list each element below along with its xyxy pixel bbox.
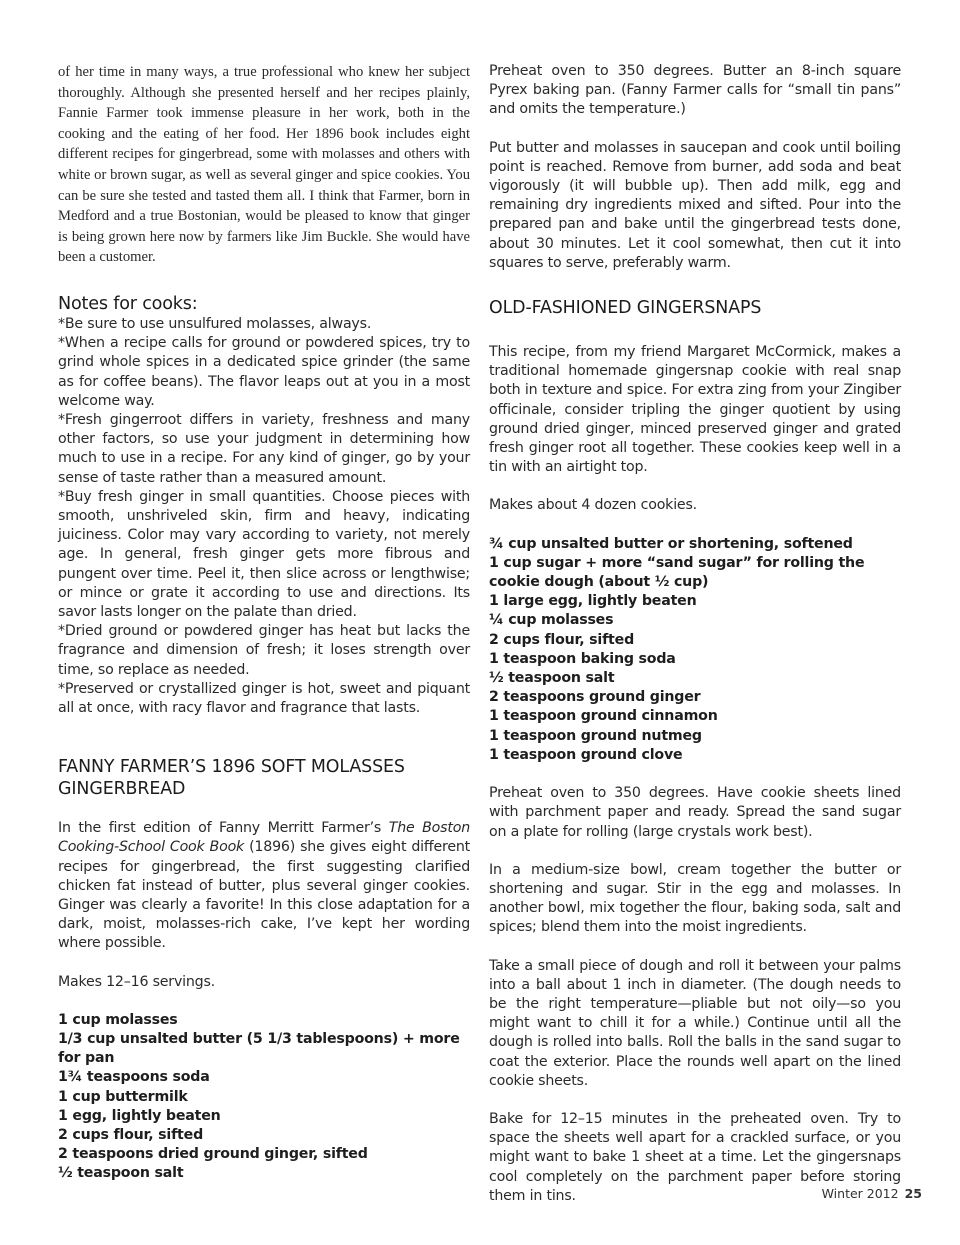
ingredient-item: 2 teaspoons dried ground ginger, sifted [58,1146,368,1163]
recipe1-step: Put butter and molasses in saucepan and cook until boiling point is reached. Remove from burner, add soda and beat vigorously (it will bubble up). Then add milk, egg and remaining dry ingredients mixed and sifted. Pour into the prepared pan and bake until the gingerbread tests done, about 30 minutes. Let it cool somewhat, then cut it into squares to serve, preferably warm. [489,139,901,271]
ingredient-item: 1 teaspoon ground clove [489,746,683,763]
ingredient-item: 1 cup molasses [58,1011,178,1028]
recipe1-title: FANNY FARMER’S 1896 SOFT MOLASSES GINGERBREAD [58,757,405,800]
recipe1-intro-end: (1896) she gives eight different recipes for gingerbread, the first suggesting clarified chicken fat instead of butter, plus several ginger cookies. Ginger was clearly a favorite! In this close adaptation for a dark, moist, molasses-rich cake, I’ve kept her wording where possible. [58,839,471,952]
recipe2-step: Bake for 12–15 minutes in the preheated oven. Try to space the sheets well apart for a crackled surface, or you might want to bake 1 sheet at a time. Let the gingersnaps cool completely on the parchment paper before storing them in tins. [489,1110,901,1204]
recipe1-yield: Makes 12–16 servings. [58,973,215,990]
ingredient-item: 1 teaspoon ground nutmeg [489,727,702,744]
ingredient-item: ¼ cup molasses [489,612,614,629]
ingredient-item: 1 large egg, lightly beaten [489,593,697,610]
left-column [58,62,470,1184]
ingredient-item: 1¾ teaspoons soda [58,1069,210,1086]
book-title: The Boston Cooking-School Cook Book [58,820,470,856]
recipe2-intro: This recipe, from my friend Margaret McCormick, makes a traditional homemade gingersnap cookie with real snap both in texture and spice. For extra zing from your Zingiber officinale, consider tripling the ginger quotient by using ground dried ginger, minced preserved ginger and grated fresh ginger root all together. These cookies keep well in a tin with an airtight top. [489,344,901,476]
ingredient-item: ¾ cup unsalted butter or shortening, softened [489,535,853,552]
recipe2-yield: Makes about 4 dozen cookies. [489,497,697,514]
ingredient-item: 1 teaspoon ground cinnamon [489,708,718,725]
note-item: *Dried ground or powdered ginger has heat but lacks the fragrance and dimension of fresh; it loses strength over time, so replace as needed. [58,623,470,678]
issue-label: Winter 2012 [821,1186,899,1201]
note-item: *Preserved or crystallized ginger is hot, sweet and piquant all at once, with racy flavor and fragrance that lasts. [58,680,470,716]
ingredient-item: 1 cup sugar + more “sand sugar” for rolling the cookie dough (about ½ cup) [489,554,865,591]
ingredient-item: 1 cup buttermilk [58,1088,188,1105]
ingredient-item: 1 teaspoon baking soda [489,650,676,667]
intro-paragraph: of her time in many ways, a true professional who knew her subject thoroughly. Although she presented herself and her recipes plainly, Fannie Farmer took immense pleasure in her work, both in the cooking and the eating of her food. Her 1896 book includes eight different recipes for gingerbread, some with molasses and others with white or brown sugar, as well as several ginger and spice cookies. You can be sure she tested and tasted them all. I think that Farmer, born in Medford and a true Bostonian, would be pleased to know that ginger is being grown here now by farmers like Jim Buckle. She would have been a customer. [58,64,470,266]
recipe2-step: In a medium-size bowl, cream together the butter or shortening and sugar. Stir in the egg and molasses. In another bowl, mix together the flour, baking soda, salt and spices; blend them into the moist ingredients. [489,861,901,936]
page-number: 25 [904,1186,922,1201]
recipe2-title: OLD-FASHIONED GINGERSNAPS [489,298,762,319]
notes-list [58,315,470,718]
note-item: *Fresh gingerroot differs in variety, freshness and many other factors, so use your judgment in determining how much to use in a recipe. For any kind of ginger, go by your sense of taste rather than a measured amount. [58,411,470,486]
recipe1-step: Preheat oven to 350 degrees. Butter an 8-inch square Pyrex baking pan. (Fanny Farmer calls for “small tin pans” and omits the temperature.) [489,63,901,118]
ingredient-item: 2 cups flour, sifted [489,631,635,648]
recipe1-ingredients [58,1011,470,1184]
ingredient-item: 2 cups flour, sifted [58,1127,204,1144]
notes-heading: Notes for cooks: [58,293,198,314]
ingredient-item: 1 egg, lightly beaten [58,1107,221,1124]
recipe2-step: Preheat oven to 350 degrees. Have cookie sheets lined with parchment paper and ready. Spread the sand sugar on a plate for rolling (large crystals work best). [489,785,901,840]
right-column [489,62,901,1206]
ingredient-item: 1/3 cup unsalted butter (5 1/3 tablespoons) + more for pan [58,1031,460,1067]
note-item: *Buy fresh ginger in small quantities. Choose pieces with smooth, unshriveled skin, firm and heavy, indicating juiciness. Color may vary according to variety, not merely age. In general, fresh ginger gets more fibrous and pungent over time. Peel it, then slice across or lengthwise; or mince or grate it according to use and directions. Its savor lasts longer on the palate than dried. [58,488,470,620]
note-item: *When a recipe calls for ground or powdered spices, try to grind whole spices in a dedicated spice grinder (the same as for coffee beans). The flavor leaps out at you in a most welcome way. [58,335,470,409]
ingredient-item: ½ teaspoon salt [58,1165,184,1182]
ingredient-item: ½ teaspoon salt [489,670,615,687]
recipe2-step: Take a small piece of dough and roll it between your palms into a ball about 1 inch in diameter. (The dough needs to be the right temperature—pliable but not oily—so you might want to chill it for a while.) Continue until all the dough is rolled into balls. Roll the balls in the sand sugar to coat the exterior. Place the rounds well apart on the lined cookie sheets. [489,957,901,1089]
recipe2-ingredients [489,535,901,765]
recipe1-intro-start: In the first edition of Fanny Merritt Farmer’s [58,820,389,837]
ingredient-item: 2 teaspoons ground ginger [489,689,701,706]
page-footer [822,1186,922,1201]
note-item: *Be sure to use unsulfured molasses, always. [58,315,372,332]
recipe1-intro [58,819,470,953]
